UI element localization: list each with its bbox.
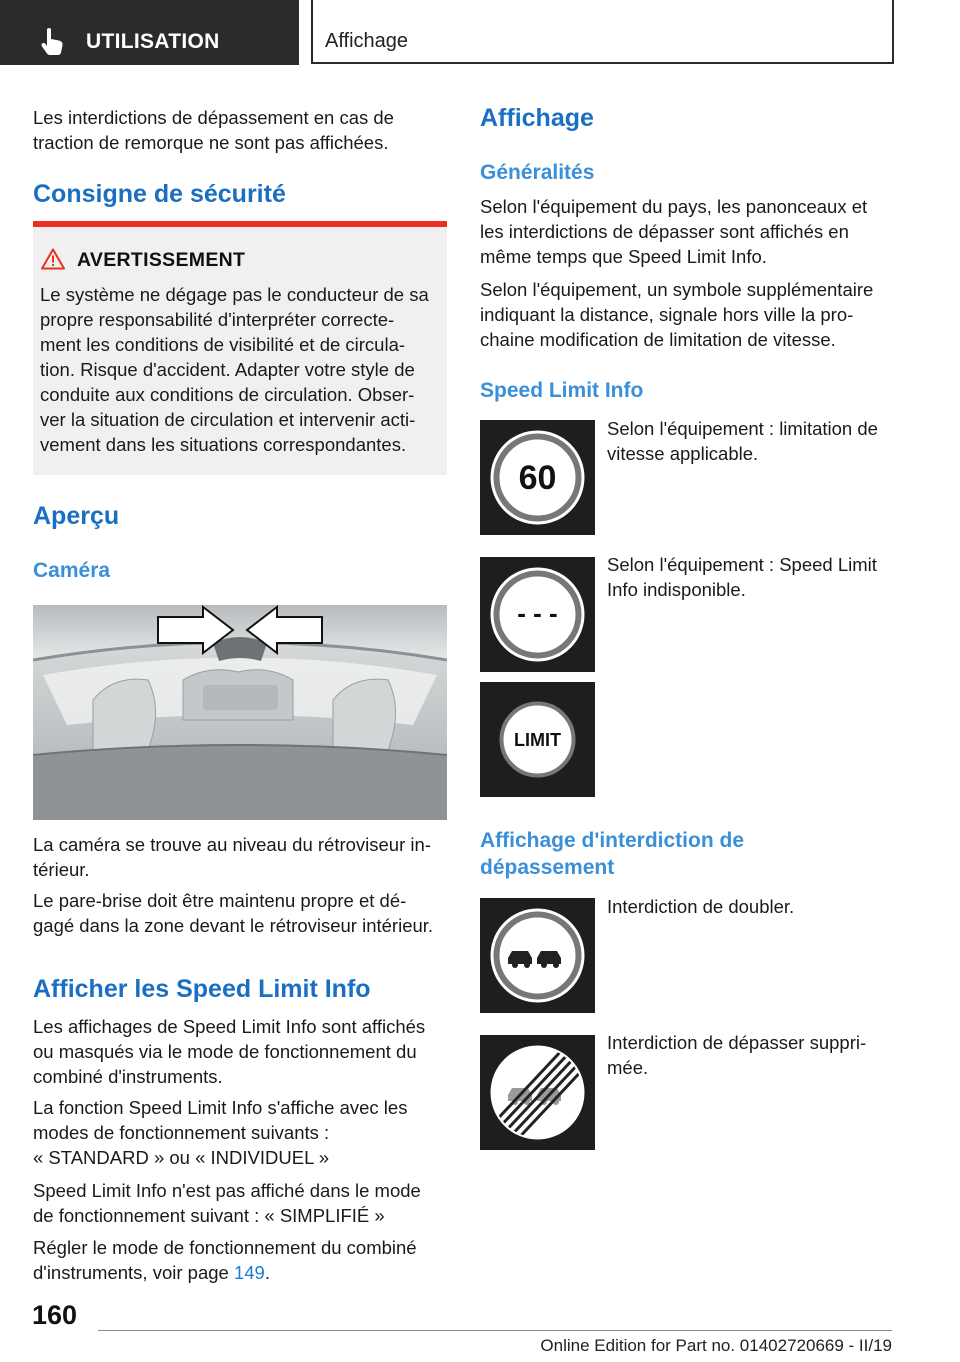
general-heading: Généralités [480, 161, 595, 184]
show-sli-heading: Afficher les Speed Limit Info [33, 975, 371, 1003]
overtake-heading-line: dépassement [480, 856, 615, 879]
end-no-overtaking-line: mée. [607, 1057, 649, 1078]
camera-p1-line: La caméra se trouve au niveau du rétroviseur in- [33, 834, 431, 855]
show-p1-line: ou masqués via le mode de fonctionnement du [33, 1041, 417, 1062]
camera-p2-line: Le pare-brise doit être maintenu propre et dé- [33, 890, 407, 911]
speed-limit-unavailable-sign [480, 557, 595, 672]
warning-text-line: vement dans les situations correspondantes. [40, 434, 407, 455]
header-title: Affichage [325, 30, 409, 52]
hand-pointer-icon [40, 27, 66, 55]
overview-heading: Aperçu [33, 502, 120, 530]
general-p1-line: les interdictions de dépasser sont affichés en [480, 221, 849, 242]
display-heading: Affichage [480, 104, 594, 132]
no-overtaking-line: Interdiction de doubler. [607, 896, 795, 917]
general-p2-line: indiquant la distance, signale hors ville la pro- [480, 304, 854, 325]
camera-location-image [33, 605, 447, 820]
end-no-overtaking-line: Interdiction de dépasser suppri- [607, 1032, 867, 1053]
signna-line: Info indisponible. [607, 579, 746, 600]
general-p1-line: Selon l'équipement du pays, les panonceaux et [480, 196, 868, 217]
signna-line: Selon l'équipement : Speed Limit [607, 554, 877, 575]
warning-text-line: propre responsabilité d'interpréter correcte- [40, 309, 395, 330]
show-p2-line: La fonction Speed Limit Info s'affiche avec les [33, 1097, 408, 1118]
warning-text-line: ment les conditions de visibilité et de circula- [40, 334, 406, 355]
header-section-label: UTILISATION [86, 30, 220, 53]
show-p1-line: combiné d'instruments. [33, 1066, 223, 1087]
car-interior-illustration [33, 605, 447, 820]
show-p3-line: Speed Limit Info n'est pas affiché dans le mode [33, 1180, 421, 1201]
show-p3-line: de fonctionnement suivant : « SIMPLIFIÉ » [33, 1205, 385, 1226]
overtake-heading-line: Affichage d'interdiction de [480, 829, 745, 852]
show-p4-end: . [264, 1262, 270, 1283]
sign60-line: vitesse applicable. [607, 443, 759, 464]
warning-text-line: conduite aux conditions de circulation. Obser- [40, 384, 415, 405]
show-p1-line: Les affichages de Speed Limit Info sont affichés [33, 1016, 426, 1037]
camera-p2-line: gagé dans la zone devant le rétroviseur intérieur. [33, 915, 434, 936]
unavailable-label: - - - [517, 598, 558, 628]
show-p2-line: modes de fonctionnement suivants : [33, 1122, 330, 1143]
safety-heading: Consigne de sécurité [33, 180, 286, 208]
footer-divider [98, 1330, 892, 1331]
warning-text-line: Le système ne dégage pas le conducteur de sa [40, 284, 429, 305]
end-no-overtaking-sign [480, 1035, 595, 1150]
camera-p1-line: térieur. [33, 859, 90, 880]
footer-edition: Online Edition for Part no. 01402720669 - II/19 [540, 1336, 892, 1355]
speed-limit-limit-sign [480, 682, 595, 797]
show-paragraph-4 [33, 1235, 447, 1285]
sign60-line: Selon l'équipement : limitation de [607, 418, 878, 439]
show-p2-line: « STANDARD » ou « INDIVIDUEL » [33, 1147, 330, 1168]
warning-triangle-icon [41, 248, 65, 270]
page-149-link[interactable]: 149 [233, 1262, 265, 1283]
warning-label: AVERTISSEMENT [77, 249, 246, 271]
page-number: 160 [32, 1300, 78, 1330]
general-p2-line: chaine modification de limitation de vitesse. [480, 329, 836, 350]
intro-text: Les interdictions de dépassement en cas de traction de remorque ne sont pas affichées. [33, 107, 394, 153]
camera-heading: Caméra [33, 559, 111, 582]
speed-limit-60-sign [480, 420, 595, 535]
general-p2-line: Selon l'équipement, un symbole supplémentaire [480, 279, 874, 300]
sli-heading: Speed Limit Info [480, 379, 644, 402]
limit-label: LIMIT [514, 730, 561, 750]
show-p4-line2: d'instruments, voir page [33, 1262, 234, 1283]
warning-text-line: ver la situation de circulation et intervenir acti- [40, 409, 416, 430]
no-overtaking-sign [480, 898, 595, 1013]
speed-limit-value: 60 [518, 459, 557, 497]
general-p1-line: même temps que Speed Limit Info. [480, 246, 767, 267]
show-p4-line1: Régler le mode de fonctionnement du combiné [33, 1237, 417, 1258]
warning-text-line: tion. Risque d'accident. Adapter votre style de [40, 359, 415, 380]
